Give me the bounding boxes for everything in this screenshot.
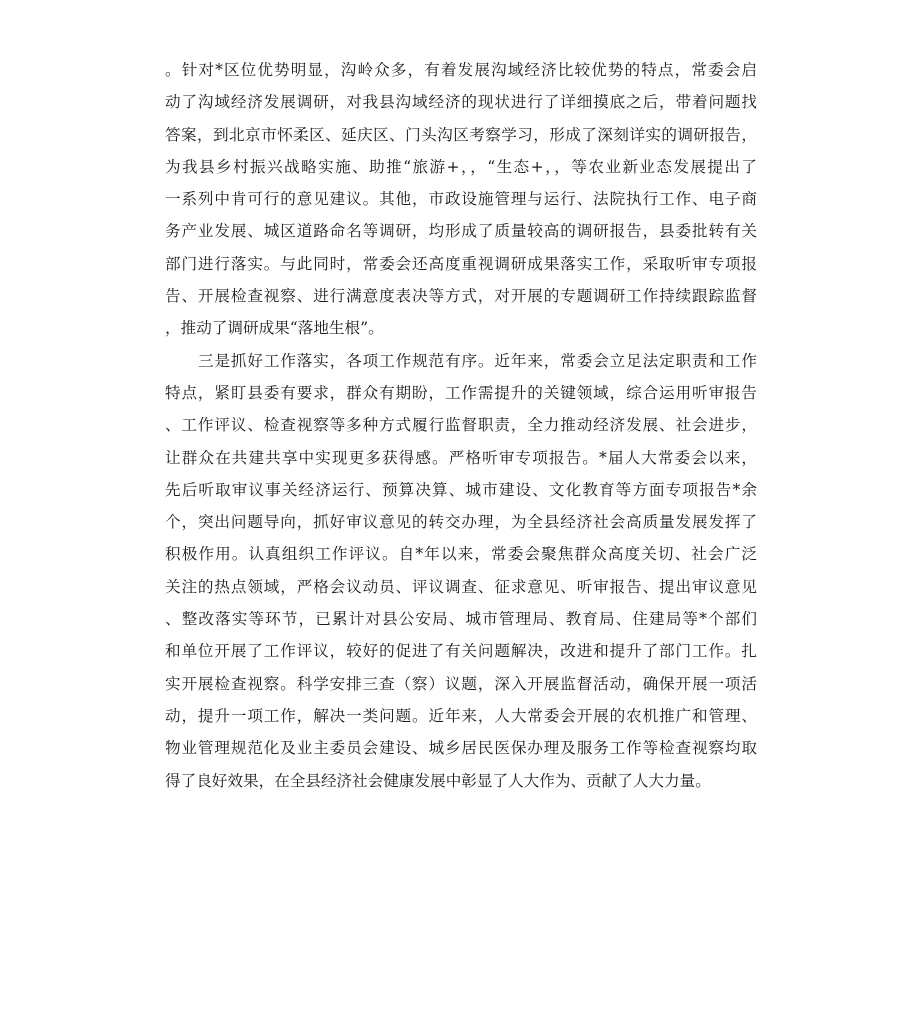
text-line: 物业管理规范化及业主委员会建设、城乡居民医保办理及服务工作等检查视察均取 bbox=[165, 739, 757, 758]
text-line: 务产业发展、城区道路命名等调研，均形成了质量较高的调研报告，县委批转有关 bbox=[165, 222, 757, 241]
text-line: 先后听取审议事关经济运行、预算决算、城市建设、文化教育等方面专项报告*余 bbox=[165, 480, 757, 499]
text-line: 实开展检查视察。科学安排三查（察）议题，深入开展监督活动，确保开展一项活 bbox=[165, 674, 757, 693]
text-line: 动了沟域经济发展调研，对我县沟域经济的现状进行了详细摸底之后，带着问题找 bbox=[165, 93, 757, 112]
text-line: 和单位开展了工作评议，较好的促进了有关问题解决，改进和提升了部门工作。扎 bbox=[165, 642, 757, 661]
text-line: 。针对*区位优势明显，沟岭众多，有着发展沟域经济比较优势的特点，常委会启 bbox=[165, 61, 757, 79]
text-line: 积极作用。认真组织工作评议。自*年以来，常委会聚焦群众高度关切、社会广泛 bbox=[165, 545, 757, 564]
body-text bbox=[165, 54, 757, 797]
text-line: 、整改落实等环节，已累计对县公安局、城市管理局、教育局、住建局等*个部们 bbox=[165, 610, 757, 629]
paragraph-start-line: 三是抓好工作落实，各项工作规范有序。近年来，常委会立足法定职责和工作 bbox=[198, 351, 757, 370]
text-line: 告、开展检查视察、进行满意度表决等方式，对开展的专题调研工作持续跟踪监督 bbox=[165, 287, 757, 306]
text-line: 为我县乡村振兴战略实施、助推“旅游+，，“生态+，，等农业新业态发展提出了 bbox=[165, 157, 757, 176]
text-line: 让群众在共建共享中实现更多获得感。严格听审专项报告。*届人大常委会以来， bbox=[165, 448, 757, 467]
text-line: 关注的热点领域，严格会议动员、评议调查、征求意见、听审报告、提出审议意见 bbox=[165, 577, 757, 596]
text-line: 动，提升一项工作，解决一类问题。近年来，人大常委会开展的农机推广和管理、 bbox=[165, 706, 757, 725]
text-line: 一系列中肯可行的意见建议。其他，市政设施管理与运行、法院执行工作、电子商 bbox=[165, 190, 757, 209]
text-line: 答案，到北京市怀柔区、延庆区、门头沟区考察学习，形成了深刻详实的调研报告， bbox=[165, 125, 757, 144]
text-line: 部门进行落实。与此同时，常委会还高度重视调研成果落实工作，采取听审专项报 bbox=[165, 254, 757, 273]
text-line: 个，突出问题导向，抓好审议意见的转交办理，为全县经济社会高质量发展发挥了 bbox=[165, 513, 757, 532]
text-line: 、工作评议、检查视察等多种方式履行监督职责，全力推动经济发展、社会进步， bbox=[165, 416, 757, 435]
text-line: ，推动了调研成果“落地生根”。 bbox=[165, 319, 384, 338]
text-line: 特点，紧盯县委有要求，群众有期盼，工作需提升的关键领域，综合运用听审报告 bbox=[165, 383, 757, 402]
text-line: 得了良好效果，在全县经济社会健康发展中彰显了人大作为、贡献了人大力量。 bbox=[165, 771, 711, 790]
